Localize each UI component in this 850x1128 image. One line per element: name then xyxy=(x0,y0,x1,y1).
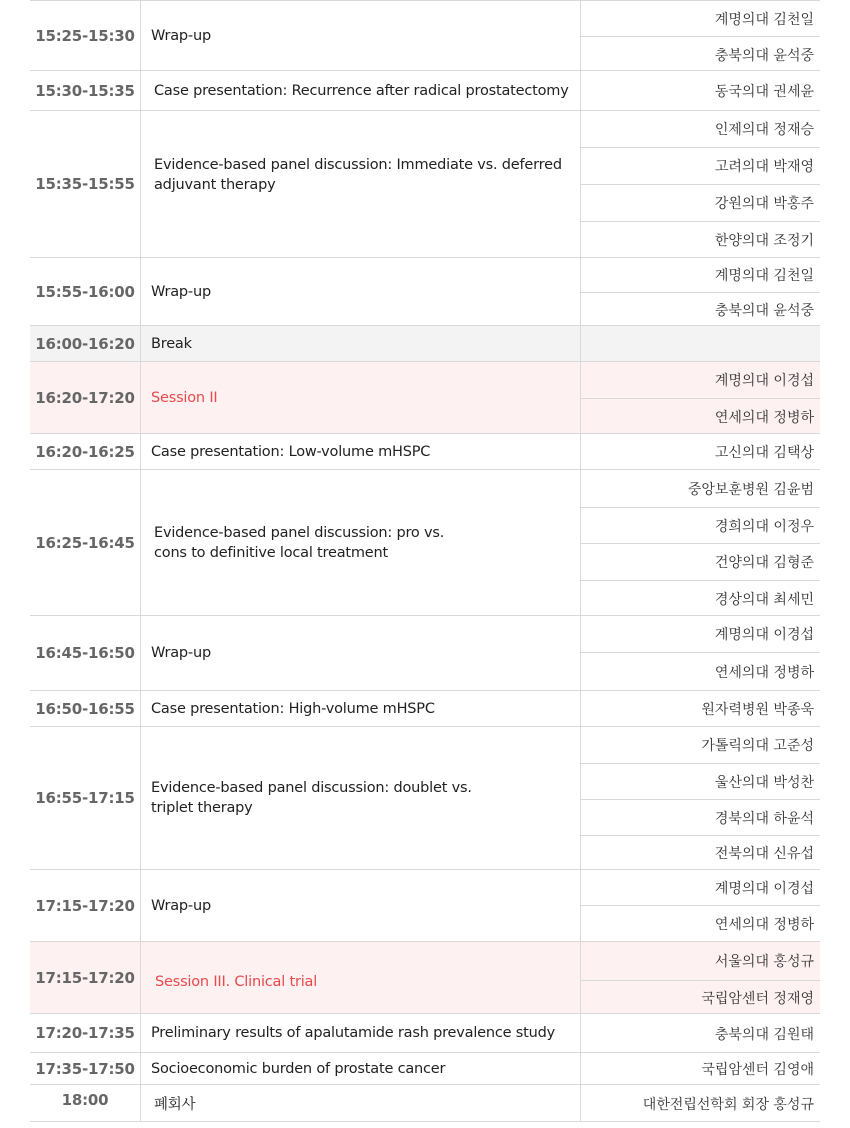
speaker-name: 울산의대 박성찬 xyxy=(581,763,820,799)
session-title: Session II xyxy=(151,389,218,406)
speaker-name: 서울의대 홍성규 xyxy=(714,954,814,970)
schedule-row xyxy=(30,326,820,362)
speaker-name: 연세의대 정병하 xyxy=(581,652,820,691)
speaker-name: 국립암센터 정재영 xyxy=(581,980,820,1014)
speaker-cell xyxy=(580,727,820,869)
speaker-name: 계명의대 이경섭 xyxy=(714,880,814,897)
speaker-name: 경상의대 최세민 xyxy=(581,580,820,616)
time-cell: 17:15-17:20 xyxy=(35,968,135,987)
session-title: Evidence-based panel discussion: pro vs. cons to definitive local treatment xyxy=(154,524,445,561)
time-cell: 16:00-16:20 xyxy=(35,334,135,353)
title-cell xyxy=(140,1053,580,1084)
session-title: Case presentation: High-volume mHSPC xyxy=(151,700,435,717)
time-cell: 17:20-17:35 xyxy=(35,1024,135,1042)
schedule-row xyxy=(30,727,820,870)
time-cell: 16:45-16:50 xyxy=(35,644,135,662)
time-cell: 18:00 xyxy=(61,1091,109,1109)
schedule-row xyxy=(30,470,820,616)
session-title: Case presentation: Low-volume mHSPC xyxy=(151,443,431,460)
time-cell: 15:55-16:00 xyxy=(35,282,135,301)
schedule-row xyxy=(30,111,820,258)
schedule-row xyxy=(30,258,820,326)
session-title: Case presentation: Recurrence after radical prostatectomy xyxy=(154,82,569,99)
speaker-cell xyxy=(580,258,820,325)
schedule-row xyxy=(30,616,820,691)
schedule-row xyxy=(30,942,820,1014)
speaker-cell xyxy=(580,1053,820,1084)
speaker-cell xyxy=(580,326,820,361)
speaker-name: 연세의대 정병하 xyxy=(581,398,820,434)
speaker-name: 중앙보훈병원 김윤범 xyxy=(687,481,814,498)
title-cell xyxy=(140,691,580,726)
speaker-name: 연세의대 정병하 xyxy=(581,905,820,942)
time-cell: 17:35-17:50 xyxy=(35,1059,135,1078)
title-cell xyxy=(140,326,580,361)
schedule-row xyxy=(30,362,820,434)
time-cell: 16:55-17:15 xyxy=(35,789,135,807)
speaker-cell xyxy=(580,71,820,110)
title-cell xyxy=(140,470,580,615)
title-cell xyxy=(140,258,580,325)
session-title: Preliminary results of apalutamide rash prevalence study xyxy=(151,1025,556,1041)
schedule-row xyxy=(30,71,820,111)
speaker-name: 계명의대 이경섭 xyxy=(714,373,814,389)
schedule-row xyxy=(30,1053,820,1085)
time-cell: 15:35-15:55 xyxy=(35,175,135,193)
schedule-row xyxy=(30,870,820,942)
speaker-cell xyxy=(580,870,820,941)
time-cell: 16:50-16:55 xyxy=(35,699,135,718)
title-cell xyxy=(140,1014,580,1052)
speaker-name: 강원의대 박홍주 xyxy=(581,184,820,221)
session-title: Break xyxy=(151,335,192,352)
title-cell xyxy=(140,1085,580,1121)
speaker-name: 전북의대 신유섭 xyxy=(581,835,820,870)
session-title: Wrap-up xyxy=(151,897,211,914)
speaker-cell xyxy=(580,434,820,469)
speaker-cell xyxy=(580,691,820,726)
speaker-name: 경북의대 하윤석 xyxy=(581,799,820,835)
title-cell xyxy=(140,362,580,433)
speaker-name: 고신의대 김택상 xyxy=(714,445,814,461)
title-cell xyxy=(140,616,580,690)
speaker-cell xyxy=(580,942,820,1013)
speaker-cell xyxy=(580,1,820,70)
speaker-name: 동국의대 권세윤 xyxy=(714,84,814,100)
speaker-name: 인제의대 정재승 xyxy=(714,122,814,138)
time-cell: 15:30-15:35 xyxy=(35,81,135,100)
speaker-name: 충북의대 윤석중 xyxy=(581,292,820,326)
session-title: 폐회사 xyxy=(154,1096,196,1113)
speaker-cell xyxy=(580,616,820,690)
schedule-row xyxy=(30,1014,820,1053)
schedule-row xyxy=(30,691,820,727)
speaker-name: 경희의대 이정우 xyxy=(581,507,820,543)
time-cell: 15:25-15:30 xyxy=(35,26,135,45)
schedule-row xyxy=(30,0,820,71)
speaker-name: 한양의대 조정기 xyxy=(581,221,820,258)
speaker-cell xyxy=(580,111,820,257)
speaker-name: 건양의대 김형준 xyxy=(581,543,820,580)
speaker-name: 계명의대 김천일 xyxy=(714,268,814,284)
title-cell xyxy=(140,111,580,257)
title-cell xyxy=(140,434,580,469)
time-cell: 16:20-17:20 xyxy=(35,388,135,407)
time-cell: 16:20-16:25 xyxy=(35,442,135,461)
session-title: Wrap-up xyxy=(151,27,211,44)
speaker-cell xyxy=(580,1085,820,1121)
speaker-name: 원자력병원 박종욱 xyxy=(701,702,814,718)
speaker-name: 계명의대 이경섭 xyxy=(714,627,814,643)
session-title: Wrap-up xyxy=(151,283,211,300)
session-title: Evidence-based panel discussion: Immediate vs. deferred adjuvant therapy xyxy=(154,157,562,193)
speaker-name: 계명의대 김천일 xyxy=(714,11,814,28)
title-cell xyxy=(140,727,580,869)
schedule-row xyxy=(30,434,820,470)
title-cell xyxy=(140,71,580,110)
session-title: Socioeconomic burden of prostate cancer xyxy=(151,1060,446,1077)
speaker-cell xyxy=(580,362,820,433)
title-cell xyxy=(140,1,580,70)
session-title: Evidence-based panel discussion: doublet vs. triplet therapy xyxy=(151,780,472,816)
speaker-name: 국립암센터 김영애 xyxy=(701,1062,814,1078)
session-title: Session III. Clinical trial xyxy=(155,973,318,990)
title-cell xyxy=(140,870,580,941)
title-cell xyxy=(140,942,580,1013)
time-cell: 16:25-16:45 xyxy=(35,533,135,552)
speaker-name: 가톨릭의대 고준성 xyxy=(701,738,814,754)
speaker-name: 충북의대 김원태 xyxy=(714,1026,814,1043)
speaker-name: 고려의대 박재영 xyxy=(581,147,820,184)
session-title: Wrap-up xyxy=(151,645,211,661)
speaker-cell xyxy=(580,1014,820,1052)
speaker-cell xyxy=(580,470,820,615)
speaker-name: 대한전립선학회 회장 홍성규 xyxy=(642,1096,814,1113)
speaker-name: 충북의대 윤석중 xyxy=(581,36,820,72)
time-cell: 17:15-17:20 xyxy=(35,896,135,915)
schedule-row xyxy=(30,1085,820,1122)
